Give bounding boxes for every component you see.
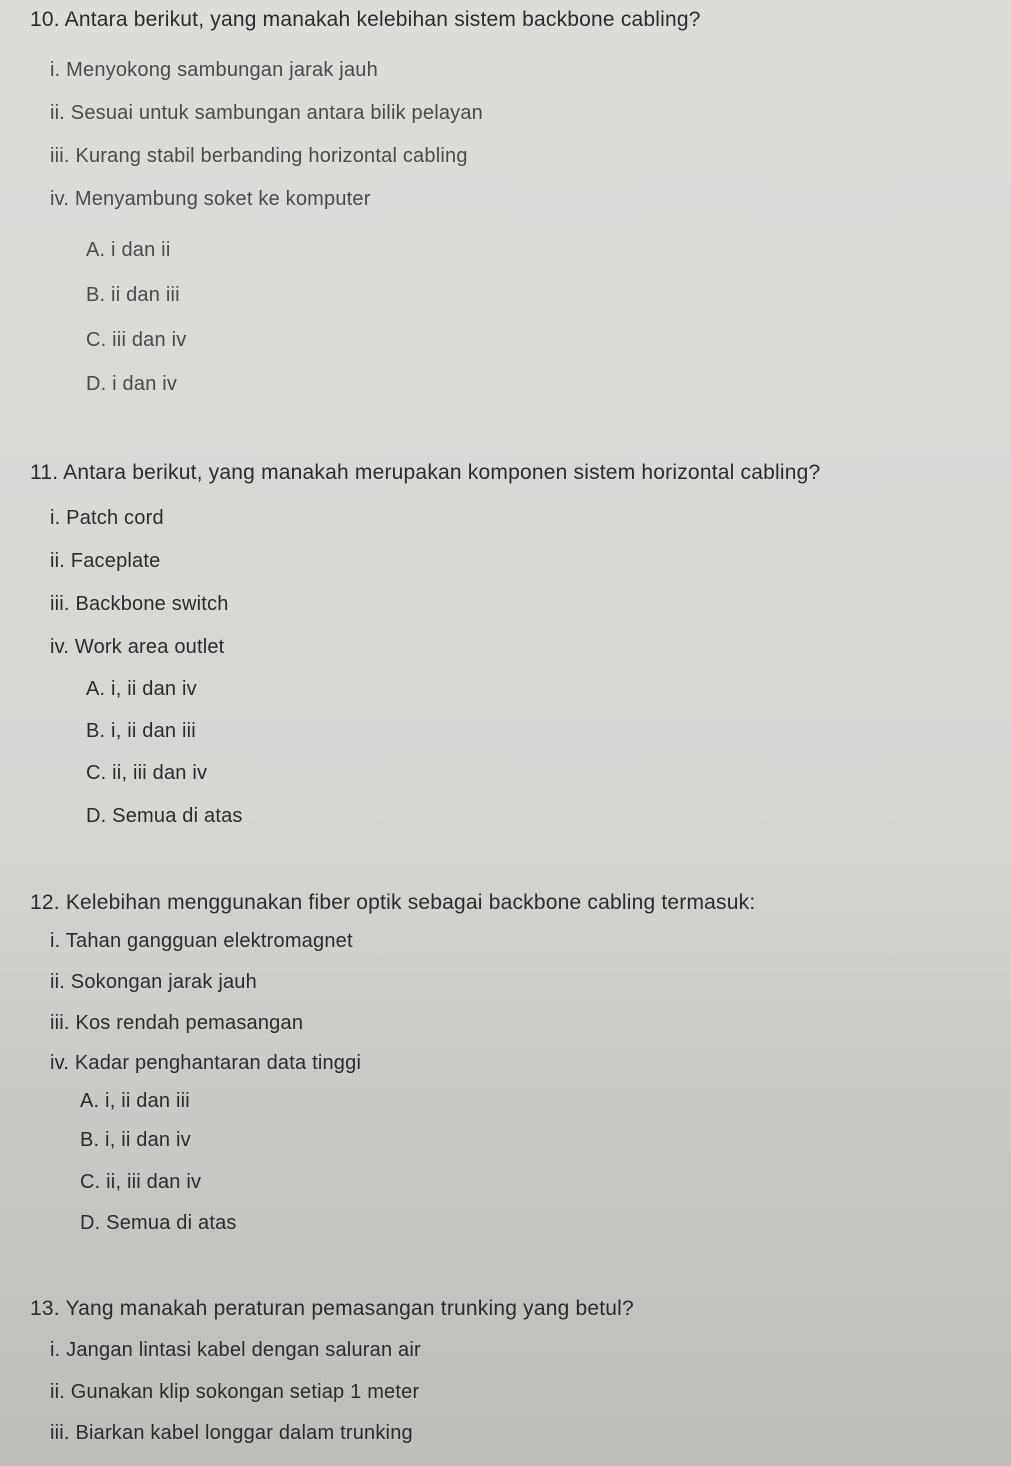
question-11-item-iii: iii. Backbone switch [50,593,229,615]
question-11-option-d: D. Semua di atas [86,805,243,827]
question-12-stem: 12. Kelebihan menggunakan fiber optik sebagai backbone cabling termasuk: [30,891,756,914]
question-10-item-ii: ii. Sesuai untuk sambungan antara bilik pelayan [50,102,484,124]
question-10-item-iii: iii. Kurang stabil berbanding horizontal cabling [50,145,468,167]
question-13-item-i: i. Jangan lintasi kabel dengan saluran air [50,1339,421,1361]
question-13-stem: 13. Yang manakah peraturan pemasangan trunking yang betul? [30,1297,634,1320]
question-11-option-c: C. ii, iii dan iv [86,762,208,784]
question-10-option-a: A. i dan ii [86,239,171,261]
question-12-item-iv: iv. Kadar penghantaran data tinggi [50,1052,362,1074]
question-11-item-ii: ii. Faceplate [50,550,161,572]
question-11-item-iv: iv. Work area outlet [50,636,225,658]
question-12-option-c: C. ii, iii dan iv [80,1171,202,1193]
question-12-option-b: B. i, ii dan iv [80,1129,191,1151]
question-11-option-b: B. i, ii dan iii [86,720,196,742]
question-13-item-ii: ii. Gunakan klip sokongan setiap 1 meter [50,1381,420,1403]
question-10-item-iv: iv. Menyambung soket ke komputer [50,188,371,210]
question-13-item-iii: iii. Biarkan kabel longgar dalam trunking [50,1422,413,1444]
question-11-option-a: A. i, ii dan iv [86,678,197,700]
question-10-option-c: C. iii dan iv [86,329,187,351]
question-12-item-ii: ii. Sokongan jarak jauh [50,971,257,993]
question-12-option-a: A. i, ii dan iii [80,1090,190,1112]
question-12-item-iii: iii. Kos rendah pemasangan [50,1012,304,1034]
question-11-stem: 11. Antara berikut, yang manakah merupakan komponen sistem horizontal cabling? [30,461,821,484]
question-10-stem: 10. Antara berikut, yang manakah kelebihan sistem backbone cabling? [30,8,701,31]
question-10-item-i: i. Menyokong sambungan jarak jauh [50,59,378,81]
question-10-option-b: B. ii dan iii [86,284,180,306]
question-12-item-i: i. Tahan gangguan elektromagnet [50,930,353,952]
question-10-option-d: D. i dan iv [86,373,178,395]
question-11-item-i: i. Patch cord [50,507,164,529]
question-12-option-d: D. Semua di atas [80,1212,237,1234]
